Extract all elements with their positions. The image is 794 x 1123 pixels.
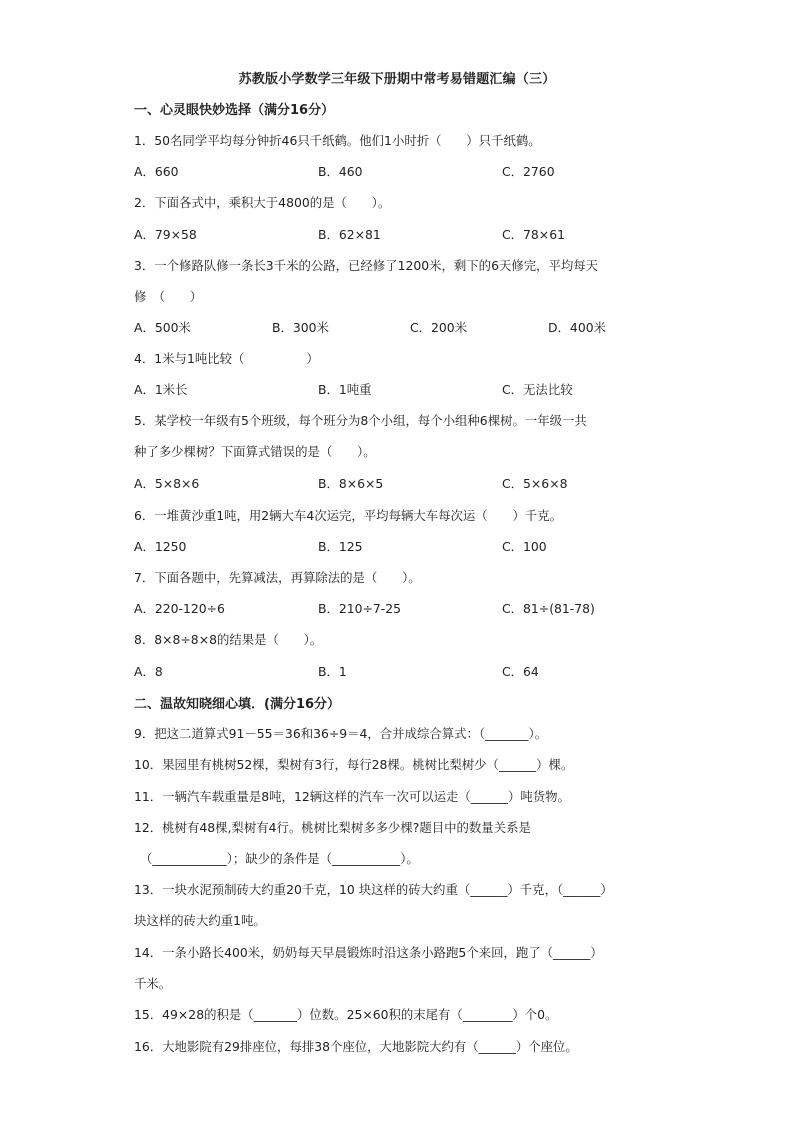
- section-heading-fill: 二、温故知晓细心填．(满分16分）: [134, 697, 341, 712]
- options-q7: [134, 599, 694, 617]
- option-b: B．460: [318, 164, 363, 179]
- question-1: 1．50名同学平均每分钟折46只千纸鹤。他们1小时折（ ）只千纸鹤。: [134, 133, 541, 148]
- option-a: A．5×8×6: [134, 476, 200, 491]
- section-heading-choice: 一、心灵眼快妙选择（满分16分）: [134, 103, 335, 118]
- options-q3: [134, 318, 694, 336]
- option-c: C．2760: [502, 164, 555, 179]
- question-11: 11．一辆汽车载重量是8吨，12辆这样的汽车一次可以运走（______）吨货物。: [134, 789, 570, 804]
- option-c: C．5×6×8: [502, 476, 568, 491]
- option-c: C．无法比较: [502, 382, 573, 397]
- option-a: A．660: [134, 164, 179, 179]
- question-15: 15．49×28的积是（_______）位数。25×60积的末尾有（________）个0。: [134, 1007, 558, 1022]
- option-b: B．1吨重: [318, 382, 372, 397]
- option-b: B．1: [318, 664, 347, 679]
- question-9: 9．把这二道算式91－55＝36和36÷9＝4，合并成综合算式：（_______）。: [134, 726, 548, 741]
- question-14: 14．一条小路长400米，奶奶每天早晨锻炼时沿这条小路跑5个来回，跑了（______）: [134, 945, 603, 960]
- option-c: C．100: [502, 539, 547, 554]
- question-13: 13．一块水泥预制砖大约重20千克，10 块这样的砖大约重（______）千克，（______）: [134, 882, 613, 897]
- option-c: C．78×61: [502, 227, 565, 242]
- option-c: C．200米: [410, 320, 468, 335]
- option-a: A．79×58: [134, 227, 197, 242]
- question-16: 16．大地影院有29排座位，每排38个座位，大地影院大约有（______）个座位。: [134, 1039, 578, 1054]
- options-q1: [134, 162, 694, 180]
- question-14-cont: 千米。: [134, 976, 172, 991]
- option-a: A．1250: [134, 539, 187, 554]
- question-3: 3．一个修路队修一条长3千米的公路，已经修了1200米，剩下的6天修完，平均每天: [134, 258, 599, 273]
- question-8: 8．8×8÷8×8的结果是（ ）。: [134, 632, 323, 647]
- option-a: A．8: [134, 664, 163, 679]
- options-q5: [134, 474, 694, 492]
- option-c: C．64: [502, 664, 539, 679]
- question-13-cont: 块这样的砖大约重1吨。: [134, 913, 266, 928]
- question-12: 12．桃树有48棵,梨树有4行。桃树比梨树多多少棵?题目中的数量关系是: [134, 820, 531, 835]
- option-b: B．300米: [272, 320, 329, 335]
- question-10: 10．果园里有桃树52棵，梨树有3行，每行28棵。桃树比梨树少（______）棵。: [134, 757, 574, 772]
- page-title: 苏教版小学数学三年级下册期中常考易错题汇编（三）: [238, 72, 556, 87]
- options-q4: [134, 380, 694, 398]
- question-12-cont: （____________）；缺少的条件是（___________）。: [140, 851, 419, 866]
- question-5: 5．某学校一年级有5个班级，每个班分为8个小组，每个小组种6棵树。一年级一共: [134, 413, 587, 428]
- option-a: A．500米: [134, 320, 191, 335]
- options-q6: [134, 537, 694, 555]
- option-b: B．210÷7-25: [318, 601, 402, 616]
- question-6: 6．一堆黄沙重1吨，用2辆大车4次运完，平均每辆大车每次运（ ）千克。: [134, 508, 563, 523]
- options-q2: [134, 225, 694, 243]
- question-3-cont: 修 （ ）: [134, 289, 203, 304]
- option-b: B．125: [318, 539, 363, 554]
- option-c: C．81÷(81-78): [502, 601, 595, 616]
- option-a: A．1米长: [134, 382, 188, 397]
- option-b: B．62×81: [318, 227, 381, 242]
- question-7: 7．下面各题中，先算减法，再算除法的是（ ）。: [134, 570, 421, 585]
- option-b: B．8×6×5: [318, 476, 384, 491]
- question-5-cont: 种了多少棵树？下面算式错误的是（ ）。: [134, 444, 376, 459]
- question-2: 2．下面各式中，乘积大于4800的是（ ）。: [134, 195, 391, 210]
- question-4: 4．1米与1吨比较（ ）: [134, 351, 319, 366]
- option-a: A．220-120÷6: [134, 601, 225, 616]
- option-d: D．400米: [548, 320, 606, 335]
- options-q8: [134, 662, 694, 680]
